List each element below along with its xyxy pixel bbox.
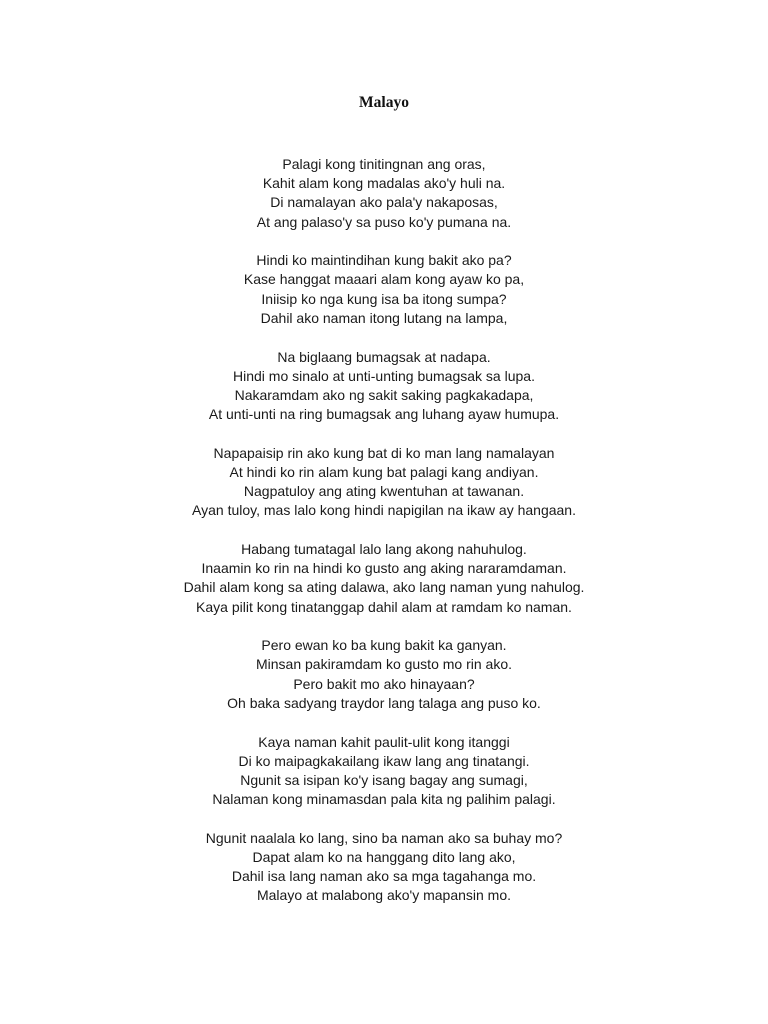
poem-line: Kaya pilit kong tinatanggap dahil alam at ramdam ko naman. — [196, 598, 572, 615]
stanza — [0, 636, 768, 713]
poem-line: Dahil isa lang naman ako sa mga tagahanga mo. — [231, 868, 537, 885]
poem-line: Ngunit naalala ko lang, sino ba naman ako sa buhay mo? — [205, 829, 563, 846]
poem-line: Nagpatuloy ang ating kwentuhan at tawanan. — [243, 483, 525, 500]
stanza — [0, 829, 768, 906]
poem-line: Dapat alam ko na hanggang dito lang ako, — [252, 848, 516, 865]
poem-line: Palagi kong tinitingnan ang oras, — [282, 156, 486, 172]
poem-line: Ngunit sa isipan ko'y isang bagay ang sumagi, — [240, 771, 528, 788]
stanza — [0, 733, 768, 810]
poem-line: Pero ewan ko ba kung bakit ka ganyan. — [261, 637, 507, 654]
poem-line: At ang palaso'y sa puso ko'y pumana na. — [256, 213, 512, 230]
stanza — [0, 540, 768, 617]
poem-line: At unti-unti na ring bumagsak ang luhang ayaw humupa. — [208, 406, 560, 423]
poem-line: Minsan pakiramdam ko gusto mo rin ako. — [256, 656, 512, 673]
stanza — [0, 155, 768, 232]
poem-line: Dahil ako naman itong lutang na lampa, — [260, 309, 508, 326]
poem-line: Hindi mo sinalo at unti-unting bumagsak sa lupa. — [233, 367, 535, 384]
poem-line: Na biglaang bumagsak at nadapa. — [277, 348, 491, 365]
poem-line: At hindi ko rin alam kung bat palagi kang andiyan. — [229, 463, 539, 480]
poem-line: Kase hanggat maaari alam kong ayaw ko pa, — [243, 271, 525, 288]
poem-body — [0, 155, 768, 925]
poem-line: Di namalayan ako pala'y nakaposas, — [270, 194, 498, 211]
poem-line: Dahil alam kong sa ating dalawa, ako lang naman yung nahulog. — [183, 579, 585, 596]
poem-line: Inaamin ko rin na hindi ko gusto ang aking nararamdaman. — [201, 560, 567, 577]
poem-title: Malayo — [359, 94, 409, 111]
poem-line: Kahit alam kong madalas ako'y huli na. — [262, 175, 506, 192]
poem-line: Hindi ko maintindihan kung bakit ako pa? — [256, 252, 512, 269]
stanza — [0, 251, 768, 328]
stanza — [0, 444, 768, 521]
poem-line: Nakaramdam ako ng sakit saking pagkakadapa, — [234, 386, 534, 403]
poem-line: Oh baka sadyang traydor lang talaga ang puso ko. — [227, 694, 541, 711]
poem-line: Nalaman kong minamasdan pala kita ng palihim palagi. — [212, 791, 556, 808]
poem-line: Napapaisip rin ako kung bat di ko man lang namalayan — [213, 444, 555, 461]
poem-line: Ayan tuloy, mas lalo kong hindi napigilan na ikaw ay hangaan. — [192, 502, 576, 519]
poem-line: Habang tumatagal lalo lang akong nahuhulog. — [241, 541, 527, 557]
poem-line: Malayo at malabong ako'y mapansin mo. — [256, 887, 512, 904]
poem-line: Di ko maipagkakailang ikaw lang ang tinatangi. — [238, 752, 530, 769]
poem-line: Pero bakit mo ako hinayaan? — [293, 675, 475, 692]
poem-line: Iniisip ko nga kung isa ba itong sumpa? — [261, 290, 507, 307]
stanza — [0, 348, 768, 425]
poem-line: Kaya naman kahit paulit-ulit kong itanggi — [258, 733, 510, 750]
